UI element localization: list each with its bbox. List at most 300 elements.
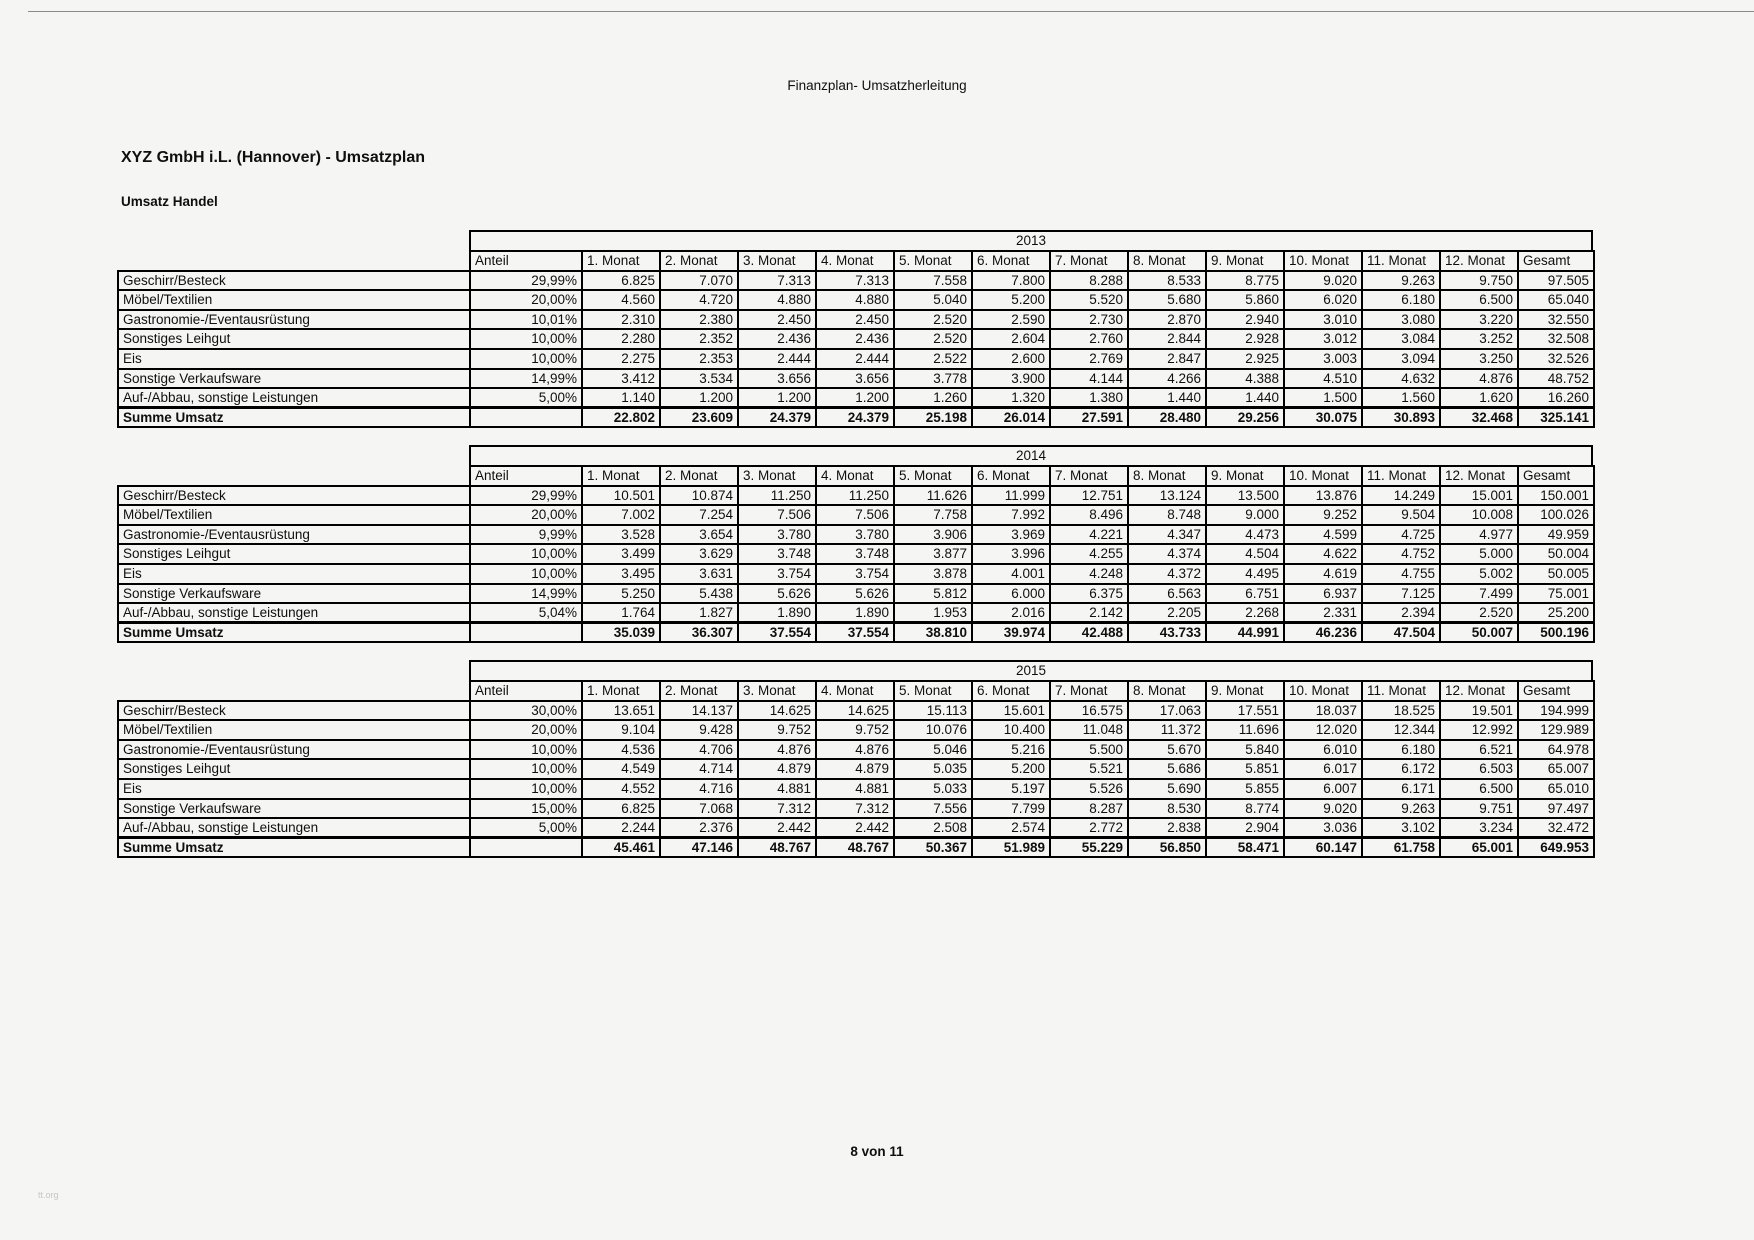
month-value-10: 2.331 xyxy=(1284,603,1362,623)
month-value-1: 2.275 xyxy=(582,349,660,369)
month-value-3: 11.250 xyxy=(738,486,816,506)
month-value-6: 4.001 xyxy=(972,564,1050,584)
anteil-cell: 10,00% xyxy=(470,329,582,349)
month-value-6: 2.590 xyxy=(972,310,1050,330)
month-value-8: 2.205 xyxy=(1128,603,1206,623)
table-row xyxy=(118,564,1594,584)
column-header-month-2: 2. Monat xyxy=(660,466,738,486)
month-value-2: 4.714 xyxy=(660,759,738,779)
month-value-1: 6.825 xyxy=(582,799,660,819)
table-row xyxy=(118,525,1594,545)
gesamt-cell: 50.004 xyxy=(1518,544,1594,564)
anteil-cell: 10,00% xyxy=(470,564,582,584)
column-header-month-9: 9. Monat xyxy=(1206,466,1284,486)
month-value-3: 4.876 xyxy=(738,740,816,760)
month-value-2: 3.631 xyxy=(660,564,738,584)
month-value-3: 4.881 xyxy=(738,779,816,799)
anteil-cell: 10,00% xyxy=(470,759,582,779)
sum-anteil-cell xyxy=(470,623,582,643)
month-value-4: 3.748 xyxy=(816,544,894,564)
anteil-cell: 10,00% xyxy=(470,779,582,799)
month-value-2: 4.716 xyxy=(660,779,738,799)
gesamt-cell: 48.752 xyxy=(1518,369,1594,389)
row-label: Auf-/Abbau, sonstige Leistungen xyxy=(118,388,470,408)
month-value-10: 6.020 xyxy=(1284,290,1362,310)
month-value-12: 5.000 xyxy=(1440,544,1518,564)
month-value-10: 3.036 xyxy=(1284,818,1362,838)
month-value-4: 7.506 xyxy=(816,505,894,525)
sum-month-value-6: 26.014 xyxy=(972,408,1050,428)
column-header-month-12: 12. Monat xyxy=(1440,466,1518,486)
month-value-12: 1.620 xyxy=(1440,388,1518,408)
month-value-2: 3.534 xyxy=(660,369,738,389)
gesamt-cell: 64.978 xyxy=(1518,740,1594,760)
month-value-1: 6.825 xyxy=(582,271,660,291)
month-value-9: 5.840 xyxy=(1206,740,1284,760)
anteil-cell: 30,00% xyxy=(470,701,582,721)
sum-month-value-12: 65.001 xyxy=(1440,838,1518,858)
month-value-4: 7.313 xyxy=(816,271,894,291)
month-value-2: 7.254 xyxy=(660,505,738,525)
month-value-1: 1.140 xyxy=(582,388,660,408)
month-value-3: 4.879 xyxy=(738,759,816,779)
month-value-11: 6.172 xyxy=(1362,759,1440,779)
month-value-1: 7.002 xyxy=(582,505,660,525)
column-header-month-10: 10. Monat xyxy=(1284,251,1362,271)
anteil-cell: 20,00% xyxy=(470,290,582,310)
month-value-4: 4.879 xyxy=(816,759,894,779)
gesamt-cell: 97.497 xyxy=(1518,799,1594,819)
month-value-5: 2.508 xyxy=(894,818,972,838)
column-header-month-11: 11. Monat xyxy=(1362,466,1440,486)
month-value-3: 9.752 xyxy=(738,720,816,740)
month-value-4: 9.752 xyxy=(816,720,894,740)
month-value-3: 7.313 xyxy=(738,271,816,291)
anteil-cell: 5,00% xyxy=(470,818,582,838)
sum-month-value-6: 51.989 xyxy=(972,838,1050,858)
month-value-10: 4.619 xyxy=(1284,564,1362,584)
month-value-1: 2.244 xyxy=(582,818,660,838)
sum-month-value-8: 43.733 xyxy=(1128,623,1206,643)
sum-month-value-5: 50.367 xyxy=(894,838,972,858)
column-header-month-2: 2. Monat xyxy=(660,681,738,701)
anteil-cell: 29,99% xyxy=(470,486,582,506)
gesamt-cell: 32.508 xyxy=(1518,329,1594,349)
row-label: Eis xyxy=(118,349,470,369)
sum-gesamt-cell: 649.953 xyxy=(1518,838,1594,858)
table-row xyxy=(118,818,1594,838)
month-value-6: 5.197 xyxy=(972,779,1050,799)
month-value-6: 5.200 xyxy=(972,290,1050,310)
month-value-3: 3.656 xyxy=(738,369,816,389)
month-value-7: 1.380 xyxy=(1050,388,1128,408)
month-value-5: 3.906 xyxy=(894,525,972,545)
sum-month-value-11: 30.893 xyxy=(1362,408,1440,428)
column-header-month-1: 1. Monat xyxy=(582,681,660,701)
column-header-month-3: 3. Monat xyxy=(738,466,816,486)
month-value-3: 5.626 xyxy=(738,584,816,604)
month-value-10: 9.252 xyxy=(1284,505,1362,525)
month-value-8: 5.670 xyxy=(1128,740,1206,760)
month-value-11: 1.560 xyxy=(1362,388,1440,408)
sum-month-value-9: 58.471 xyxy=(1206,838,1284,858)
month-value-3: 2.436 xyxy=(738,329,816,349)
row-label: Sonstige Verkaufsware xyxy=(118,369,470,389)
column-header-month-3: 3. Monat xyxy=(738,681,816,701)
sum-month-value-9: 29.256 xyxy=(1206,408,1284,428)
month-value-8: 4.347 xyxy=(1128,525,1206,545)
anteil-cell: 10,00% xyxy=(470,349,582,369)
month-value-1: 2.280 xyxy=(582,329,660,349)
sum-month-value-10: 30.075 xyxy=(1284,408,1362,428)
month-value-9: 8.775 xyxy=(1206,271,1284,291)
month-value-7: 12.751 xyxy=(1050,486,1128,506)
month-value-10: 12.020 xyxy=(1284,720,1362,740)
row-label: Geschirr/Besteck xyxy=(118,701,470,721)
month-value-12: 4.876 xyxy=(1440,369,1518,389)
anteil-cell: 10,01% xyxy=(470,310,582,330)
month-value-10: 9.020 xyxy=(1284,271,1362,291)
month-value-6: 3.996 xyxy=(972,544,1050,564)
page-top-rule xyxy=(28,11,1754,12)
month-value-9: 5.855 xyxy=(1206,779,1284,799)
column-header-month-6: 6. Monat xyxy=(972,466,1050,486)
header-spacer xyxy=(118,466,470,486)
month-value-5: 11.626 xyxy=(894,486,972,506)
month-value-4: 14.625 xyxy=(816,701,894,721)
month-value-4: 4.880 xyxy=(816,290,894,310)
month-value-10: 3.003 xyxy=(1284,349,1362,369)
month-value-7: 8.287 xyxy=(1050,799,1128,819)
month-value-12: 10.008 xyxy=(1440,505,1518,525)
month-value-6: 7.992 xyxy=(972,505,1050,525)
sum-month-value-12: 32.468 xyxy=(1440,408,1518,428)
sum-month-value-11: 47.504 xyxy=(1362,623,1440,643)
gesamt-cell: 32.472 xyxy=(1518,818,1594,838)
anteil-cell: 14,99% xyxy=(470,584,582,604)
row-label: Gastronomie-/Eventausrüstung xyxy=(118,740,470,760)
month-value-8: 2.870 xyxy=(1128,310,1206,330)
sum-month-value-3: 24.379 xyxy=(738,408,816,428)
month-value-10: 3.010 xyxy=(1284,310,1362,330)
month-value-11: 4.725 xyxy=(1362,525,1440,545)
column-header-month-10: 10. Monat xyxy=(1284,681,1362,701)
month-value-3: 2.450 xyxy=(738,310,816,330)
sum-gesamt-cell: 325.141 xyxy=(1518,408,1594,428)
column-header-month-3: 3. Monat xyxy=(738,251,816,271)
month-value-11: 7.125 xyxy=(1362,584,1440,604)
sum-anteil-cell xyxy=(470,838,582,858)
month-value-8: 17.063 xyxy=(1128,701,1206,721)
month-value-10: 4.510 xyxy=(1284,369,1362,389)
month-value-11: 6.171 xyxy=(1362,779,1440,799)
table-row xyxy=(118,349,1594,369)
month-value-10: 9.020 xyxy=(1284,799,1362,819)
month-value-9: 4.504 xyxy=(1206,544,1284,564)
row-label: Möbel/Textilien xyxy=(118,505,470,525)
month-value-5: 7.556 xyxy=(894,799,972,819)
month-value-7: 16.575 xyxy=(1050,701,1128,721)
month-value-9: 1.440 xyxy=(1206,388,1284,408)
column-header-month-12: 12. Monat xyxy=(1440,251,1518,271)
table-row xyxy=(118,584,1594,604)
month-value-7: 2.772 xyxy=(1050,818,1128,838)
year-band: 2013 xyxy=(469,230,1593,250)
month-value-6: 11.999 xyxy=(972,486,1050,506)
column-header-month-5: 5. Monat xyxy=(894,251,972,271)
gesamt-cell: 32.550 xyxy=(1518,310,1594,330)
month-value-2: 2.353 xyxy=(660,349,738,369)
month-value-9: 9.000 xyxy=(1206,505,1284,525)
table-row xyxy=(118,271,1594,291)
month-value-12: 6.503 xyxy=(1440,759,1518,779)
month-value-1: 4.536 xyxy=(582,740,660,760)
month-value-1: 3.499 xyxy=(582,544,660,564)
month-value-7: 11.048 xyxy=(1050,720,1128,740)
anteil-cell: 10,00% xyxy=(470,544,582,564)
sum-month-value-4: 37.554 xyxy=(816,623,894,643)
row-label: Sonstige Verkaufsware xyxy=(118,799,470,819)
month-value-7: 8.288 xyxy=(1050,271,1128,291)
month-value-8: 6.563 xyxy=(1128,584,1206,604)
column-header-month-8: 8. Monat xyxy=(1128,681,1206,701)
month-value-7: 8.496 xyxy=(1050,505,1128,525)
sales-table-2015 xyxy=(117,660,1593,858)
year-band: 2014 xyxy=(469,445,1593,465)
table-row xyxy=(118,486,1594,506)
month-value-2: 1.200 xyxy=(660,388,738,408)
column-header-row xyxy=(118,251,1594,271)
month-value-8: 8.748 xyxy=(1128,505,1206,525)
month-value-4: 4.876 xyxy=(816,740,894,760)
month-value-2: 5.438 xyxy=(660,584,738,604)
month-value-12: 19.501 xyxy=(1440,701,1518,721)
month-value-1: 4.560 xyxy=(582,290,660,310)
month-value-5: 7.558 xyxy=(894,271,972,291)
month-value-5: 3.778 xyxy=(894,369,972,389)
month-value-8: 5.686 xyxy=(1128,759,1206,779)
month-value-2: 7.070 xyxy=(660,271,738,291)
anteil-cell: 10,00% xyxy=(470,740,582,760)
month-value-12: 2.520 xyxy=(1440,603,1518,623)
month-value-2: 4.720 xyxy=(660,290,738,310)
month-value-7: 6.375 xyxy=(1050,584,1128,604)
table-row xyxy=(118,329,1594,349)
column-header-month-12: 12. Monat xyxy=(1440,681,1518,701)
month-value-1: 1.764 xyxy=(582,603,660,623)
month-value-10: 6.017 xyxy=(1284,759,1362,779)
column-header-month-9: 9. Monat xyxy=(1206,681,1284,701)
month-value-7: 5.526 xyxy=(1050,779,1128,799)
month-value-5: 1.953 xyxy=(894,603,972,623)
month-value-10: 3.012 xyxy=(1284,329,1362,349)
sum-row-label: Summe Umsatz xyxy=(118,838,470,858)
month-value-9: 5.851 xyxy=(1206,759,1284,779)
sum-month-value-8: 28.480 xyxy=(1128,408,1206,428)
month-value-9: 17.551 xyxy=(1206,701,1284,721)
month-value-12: 5.002 xyxy=(1440,564,1518,584)
month-value-2: 2.352 xyxy=(660,329,738,349)
sum-month-value-11: 61.758 xyxy=(1362,838,1440,858)
month-value-12: 9.750 xyxy=(1440,271,1518,291)
month-value-8: 4.266 xyxy=(1128,369,1206,389)
sum-month-value-4: 24.379 xyxy=(816,408,894,428)
gesamt-cell: 65.007 xyxy=(1518,759,1594,779)
month-value-1: 4.549 xyxy=(582,759,660,779)
month-value-10: 6.937 xyxy=(1284,584,1362,604)
row-label: Geschirr/Besteck xyxy=(118,271,470,291)
month-value-2: 1.827 xyxy=(660,603,738,623)
month-value-4: 11.250 xyxy=(816,486,894,506)
gesamt-cell: 25.200 xyxy=(1518,603,1594,623)
sum-month-value-6: 39.974 xyxy=(972,623,1050,643)
sum-month-value-1: 35.039 xyxy=(582,623,660,643)
row-label: Sonstiges Leihgut xyxy=(118,329,470,349)
month-value-8: 8.533 xyxy=(1128,271,1206,291)
month-value-8: 13.124 xyxy=(1128,486,1206,506)
month-value-3: 1.890 xyxy=(738,603,816,623)
gesamt-cell: 97.505 xyxy=(1518,271,1594,291)
sum-row xyxy=(118,838,1594,858)
month-value-8: 5.680 xyxy=(1128,290,1206,310)
gesamt-cell: 16.260 xyxy=(1518,388,1594,408)
month-value-7: 4.255 xyxy=(1050,544,1128,564)
watermark: tt.org xyxy=(38,1190,59,1200)
month-value-6: 10.400 xyxy=(972,720,1050,740)
month-value-11: 3.094 xyxy=(1362,349,1440,369)
column-header-anteil: Anteil xyxy=(470,681,582,701)
month-value-3: 3.754 xyxy=(738,564,816,584)
column-header-month-1: 1. Monat xyxy=(582,466,660,486)
month-value-12: 3.220 xyxy=(1440,310,1518,330)
table-row xyxy=(118,369,1594,389)
month-value-9: 8.774 xyxy=(1206,799,1284,819)
gesamt-cell: 65.040 xyxy=(1518,290,1594,310)
column-header-month-4: 4. Monat xyxy=(816,466,894,486)
column-header-gesamt: Gesamt xyxy=(1518,251,1594,271)
month-value-1: 3.528 xyxy=(582,525,660,545)
month-value-10: 18.037 xyxy=(1284,701,1362,721)
sum-month-value-7: 55.229 xyxy=(1050,838,1128,858)
column-header-month-5: 5. Monat xyxy=(894,466,972,486)
month-value-5: 1.260 xyxy=(894,388,972,408)
sum-month-value-5: 25.198 xyxy=(894,408,972,428)
row-label: Auf-/Abbau, sonstige Leistungen xyxy=(118,818,470,838)
page-number: 8 von 11 xyxy=(850,1144,904,1159)
month-value-7: 5.520 xyxy=(1050,290,1128,310)
sum-row xyxy=(118,623,1594,643)
table-row xyxy=(118,740,1594,760)
month-value-6: 7.800 xyxy=(972,271,1050,291)
sum-month-value-2: 36.307 xyxy=(660,623,738,643)
sales-table-2013 xyxy=(117,230,1593,428)
anteil-cell: 14,99% xyxy=(470,369,582,389)
sum-month-value-10: 46.236 xyxy=(1284,623,1362,643)
month-value-6: 7.799 xyxy=(972,799,1050,819)
month-value-12: 15.001 xyxy=(1440,486,1518,506)
month-value-1: 3.495 xyxy=(582,564,660,584)
anteil-cell: 29,99% xyxy=(470,271,582,291)
month-value-6: 2.604 xyxy=(972,329,1050,349)
sum-anteil-cell xyxy=(470,408,582,428)
gesamt-cell: 49.959 xyxy=(1518,525,1594,545)
month-value-4: 5.626 xyxy=(816,584,894,604)
table-row xyxy=(118,720,1594,740)
column-header-month-7: 7. Monat xyxy=(1050,681,1128,701)
gesamt-cell: 100.026 xyxy=(1518,505,1594,525)
month-value-5: 3.878 xyxy=(894,564,972,584)
anteil-cell: 20,00% xyxy=(470,505,582,525)
gesamt-cell: 150.001 xyxy=(1518,486,1594,506)
section-title: Umsatz Handel xyxy=(121,194,218,209)
month-value-12: 3.234 xyxy=(1440,818,1518,838)
month-value-9: 2.928 xyxy=(1206,329,1284,349)
month-value-5: 2.522 xyxy=(894,349,972,369)
month-value-12: 6.500 xyxy=(1440,779,1518,799)
month-value-10: 6.007 xyxy=(1284,779,1362,799)
month-value-2: 2.376 xyxy=(660,818,738,838)
sum-gesamt-cell: 500.196 xyxy=(1518,623,1594,643)
month-value-12: 4.977 xyxy=(1440,525,1518,545)
table-row xyxy=(118,310,1594,330)
month-value-4: 7.312 xyxy=(816,799,894,819)
column-header-month-4: 4. Monat xyxy=(816,251,894,271)
month-value-9: 4.388 xyxy=(1206,369,1284,389)
month-value-11: 3.102 xyxy=(1362,818,1440,838)
column-header-month-11: 11. Monat xyxy=(1362,681,1440,701)
row-label: Sonstige Verkaufsware xyxy=(118,584,470,604)
month-value-9: 2.904 xyxy=(1206,818,1284,838)
column-header-month-10: 10. Monat xyxy=(1284,466,1362,486)
sum-row-label: Summe Umsatz xyxy=(118,408,470,428)
sum-row-label: Summe Umsatz xyxy=(118,623,470,643)
row-label: Sonstiges Leihgut xyxy=(118,544,470,564)
month-value-12: 7.499 xyxy=(1440,584,1518,604)
month-value-3: 4.880 xyxy=(738,290,816,310)
month-value-11: 3.080 xyxy=(1362,310,1440,330)
sales-table-2014 xyxy=(117,445,1593,643)
month-value-1: 4.552 xyxy=(582,779,660,799)
month-value-8: 8.530 xyxy=(1128,799,1206,819)
month-value-11: 6.180 xyxy=(1362,290,1440,310)
month-value-3: 3.748 xyxy=(738,544,816,564)
month-value-2: 3.654 xyxy=(660,525,738,545)
month-value-4: 1.890 xyxy=(816,603,894,623)
month-value-9: 13.500 xyxy=(1206,486,1284,506)
month-value-4: 3.656 xyxy=(816,369,894,389)
month-value-8: 4.374 xyxy=(1128,544,1206,564)
sum-month-value-12: 50.007 xyxy=(1440,623,1518,643)
report-header: Finanzplan- Umsatzherleitung xyxy=(787,78,967,93)
month-value-1: 3.412 xyxy=(582,369,660,389)
month-value-10: 4.599 xyxy=(1284,525,1362,545)
month-value-12: 6.500 xyxy=(1440,290,1518,310)
month-value-12: 6.521 xyxy=(1440,740,1518,760)
column-header-month-5: 5. Monat xyxy=(894,681,972,701)
month-value-9: 6.751 xyxy=(1206,584,1284,604)
month-value-5: 7.758 xyxy=(894,505,972,525)
month-value-10: 1.500 xyxy=(1284,388,1362,408)
column-header-month-7: 7. Monat xyxy=(1050,466,1128,486)
month-value-9: 2.925 xyxy=(1206,349,1284,369)
month-value-9: 2.940 xyxy=(1206,310,1284,330)
gesamt-cell: 75.001 xyxy=(1518,584,1594,604)
column-header-month-7: 7. Monat xyxy=(1050,251,1128,271)
month-value-4: 2.436 xyxy=(816,329,894,349)
row-label: Möbel/Textilien xyxy=(118,720,470,740)
month-value-9: 4.473 xyxy=(1206,525,1284,545)
row-label: Auf-/Abbau, sonstige Leistungen xyxy=(118,603,470,623)
